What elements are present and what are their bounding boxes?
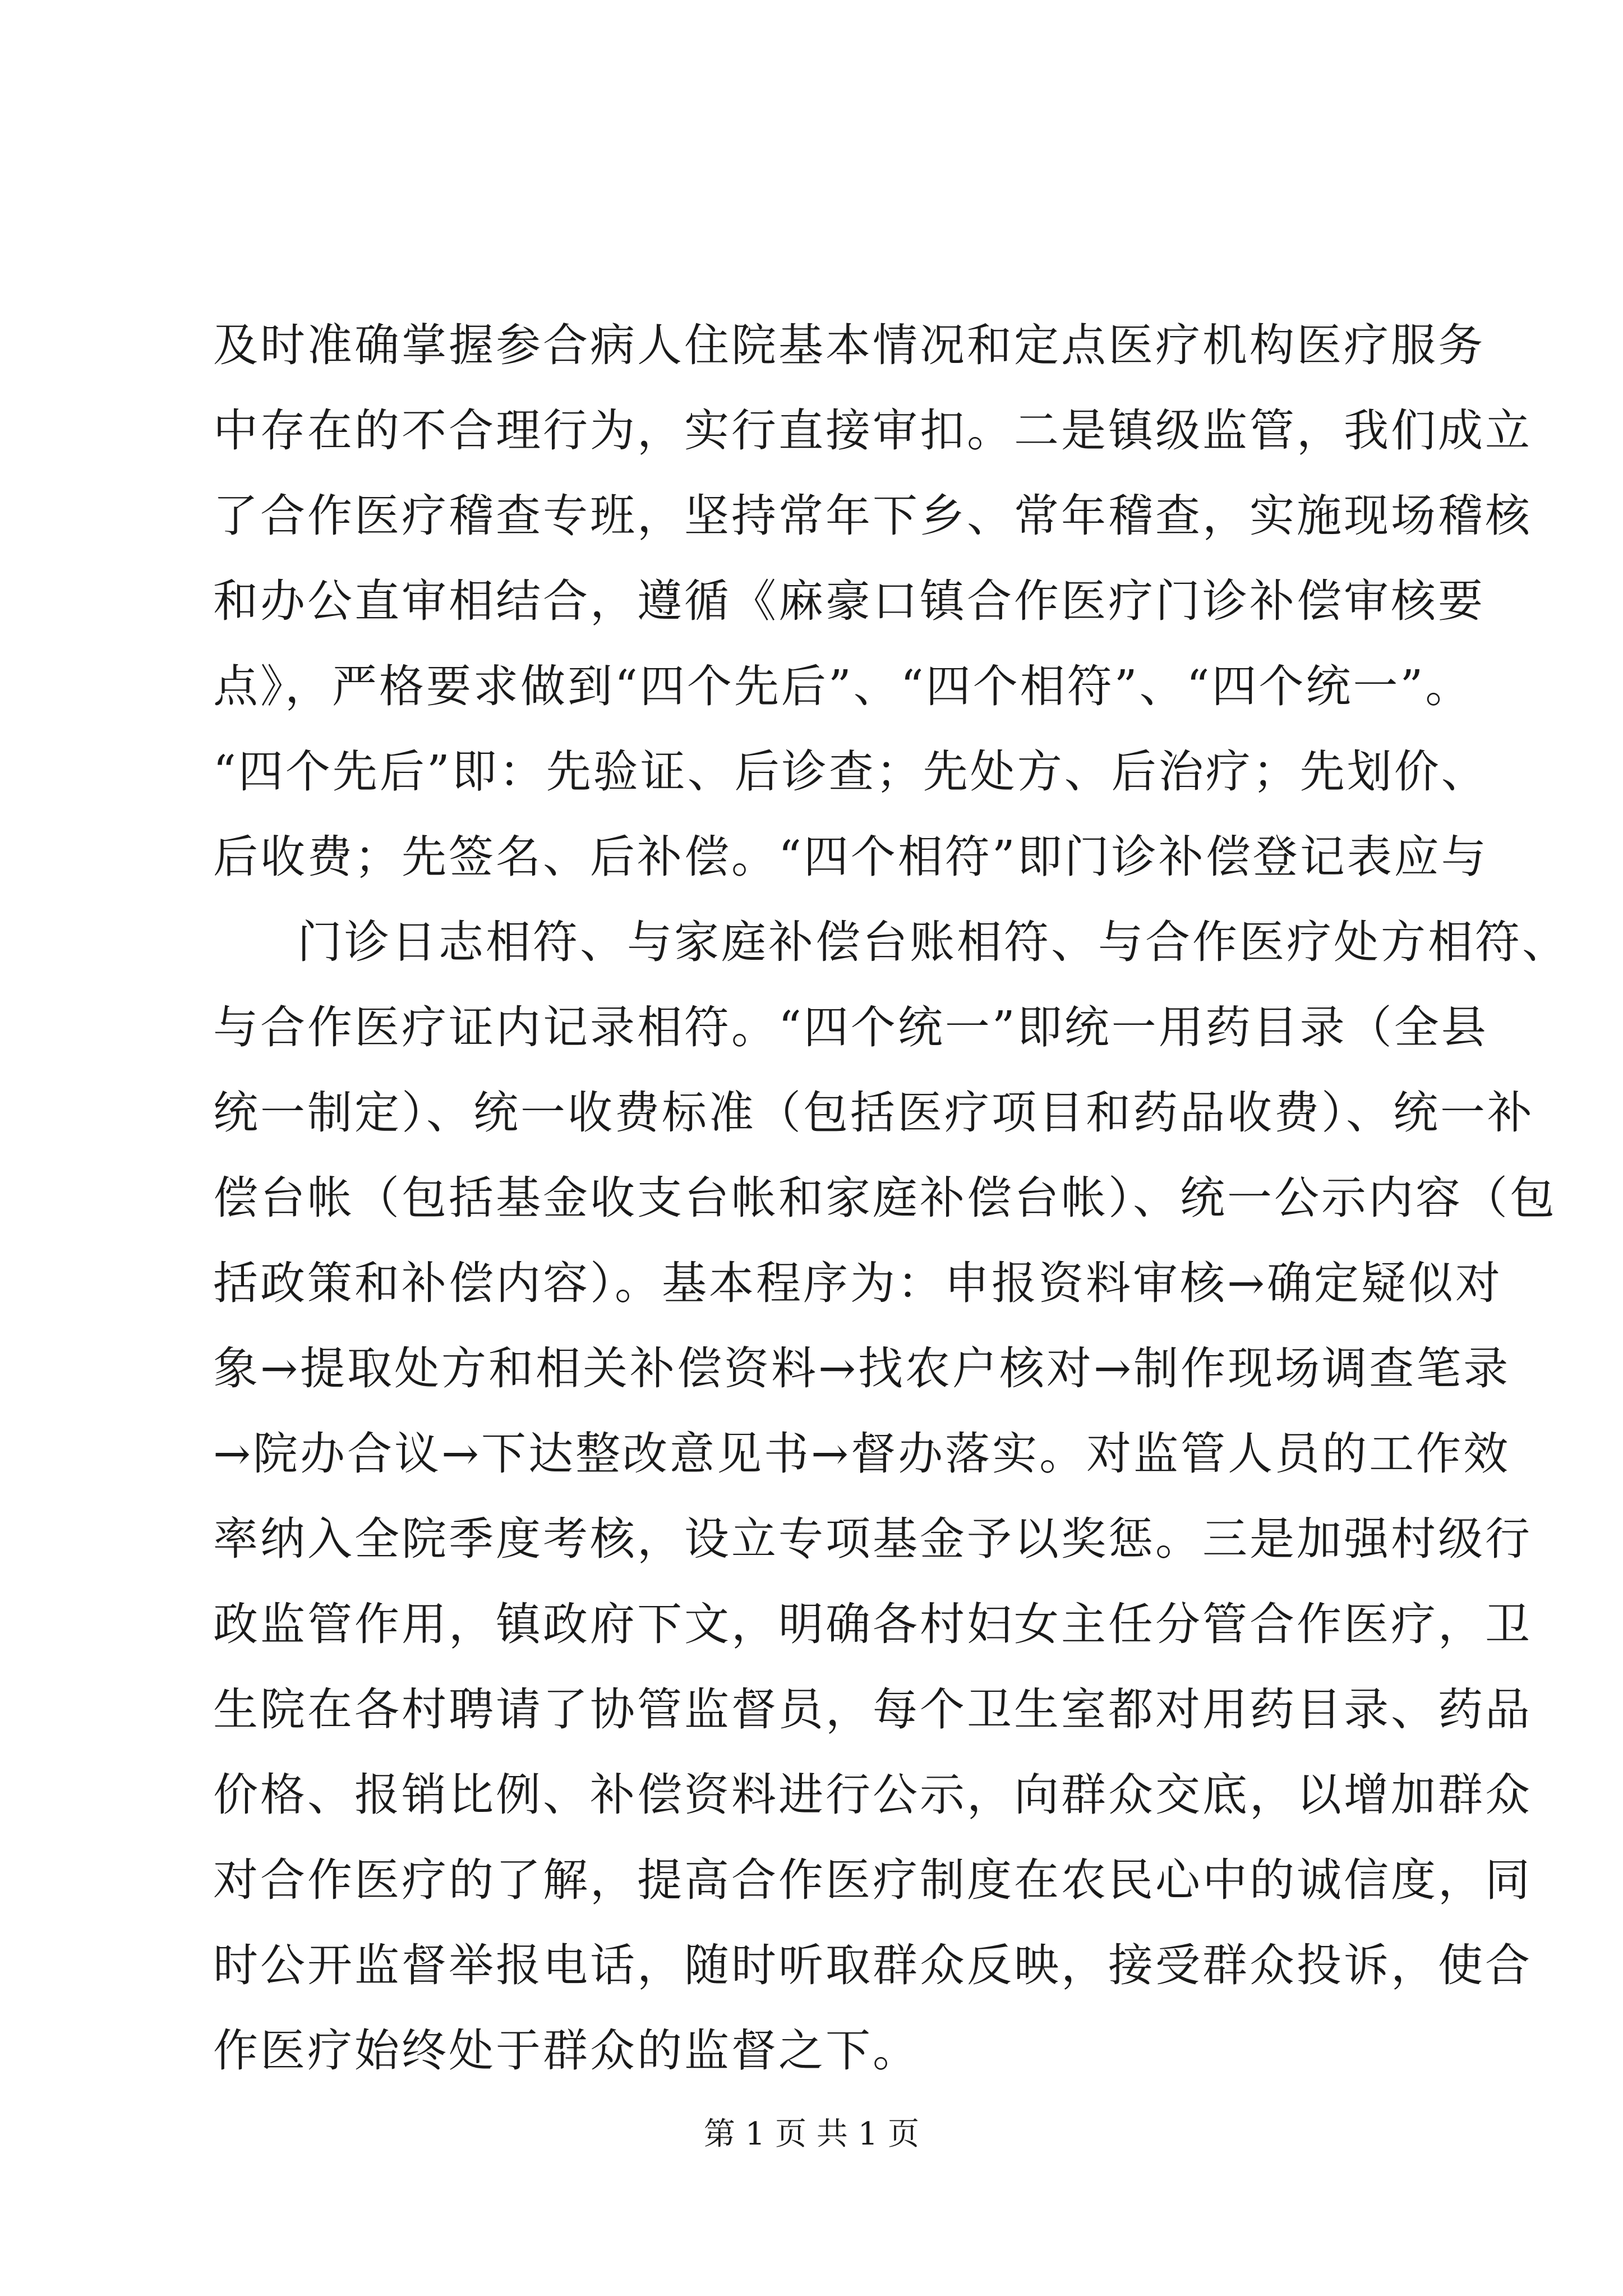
text-line-21: 作医疗始终处于群众的监督之下。 xyxy=(213,2024,920,2077)
text-line-2: 中存在的不合理行为，实行直接审扣。二是镇级监管，我们成立 xyxy=(213,404,1532,457)
page-number: 第 1 页 共 1 页 xyxy=(703,2116,920,2152)
text-line-10: 统一制定）、统一收费标准（包括医疗项目和药品收费）、统一补 xyxy=(213,1087,1534,1139)
text-line-15: 率纳入全院季度考核，设立专项基金予以奖惩。三是加强村级行 xyxy=(213,1513,1532,1565)
text-line-5: 点》，严格要求做到“四个先后”、“四个相符”、“四个统一”。 xyxy=(213,660,1473,712)
text-line-18: 价格、报销比例、补偿资料进行公示，向群众交底，以增加群众 xyxy=(213,1769,1532,1821)
text-line-16: 政监管作用，镇政府下文，明确各村妇女主任分管合作医疗，卫 xyxy=(213,1598,1532,1650)
text-line-7: 后收费；先签名、后补偿。“四个相符”即门诊补偿登记表应与 xyxy=(213,831,1488,883)
text-line-1: 及时准确掌握参合病人住院基本情况和定点医疗机构医疗服务 xyxy=(213,319,1485,371)
text-line-19: 对合作医疗的了解，提高合作医疗制度在农民心中的诚信度，同 xyxy=(213,1854,1532,1906)
text-line-17: 生院在各村聘请了协管监督员，每个卫生室都对用药目录、药品 xyxy=(213,1683,1532,1736)
text-line-6: “四个先后”即：先验证、后诊查；先处方、后治疗；先划价、 xyxy=(213,746,1488,798)
text-line-12: 括政策和补偿内容）。基本程序为：申报资料审核→确定疑似对 xyxy=(213,1257,1503,1309)
text-line-8: 门诊日志相符、与家庭补偿台账相符、与合作医疗处方相符、 xyxy=(297,916,1569,968)
text-line-11: 偿台帐（包括基金收支台帐和家庭补偿台帐）、统一公示内容（包 xyxy=(213,1172,1557,1224)
text-line-13: 象→提取处方和相关补偿资料→找农户核对→制作现场调查笔录 xyxy=(213,1342,1511,1395)
text-line-4: 和办公直审相结合，遵循《麻豪口镇合作医疗门诊补偿审核要 xyxy=(213,575,1485,627)
body-text xyxy=(213,303,1569,2093)
page-footer xyxy=(0,2109,1623,2154)
text-line-20: 时公开监督举报电话，随时听取群众反映，接受群众投诉，使合 xyxy=(213,1939,1532,1991)
text-line-14: →院办合议→下达整改意见书→督办落实。对监管人员的工作效 xyxy=(213,1428,1511,1480)
text-line-9: 与合作医疗证内记录相符。“四个统一”即统一用药目录（全县 xyxy=(213,1001,1488,1053)
text-line-3: 了合作医疗稽查专班，坚持常年下乡、常年稽查，实施现场稽核 xyxy=(213,490,1532,542)
